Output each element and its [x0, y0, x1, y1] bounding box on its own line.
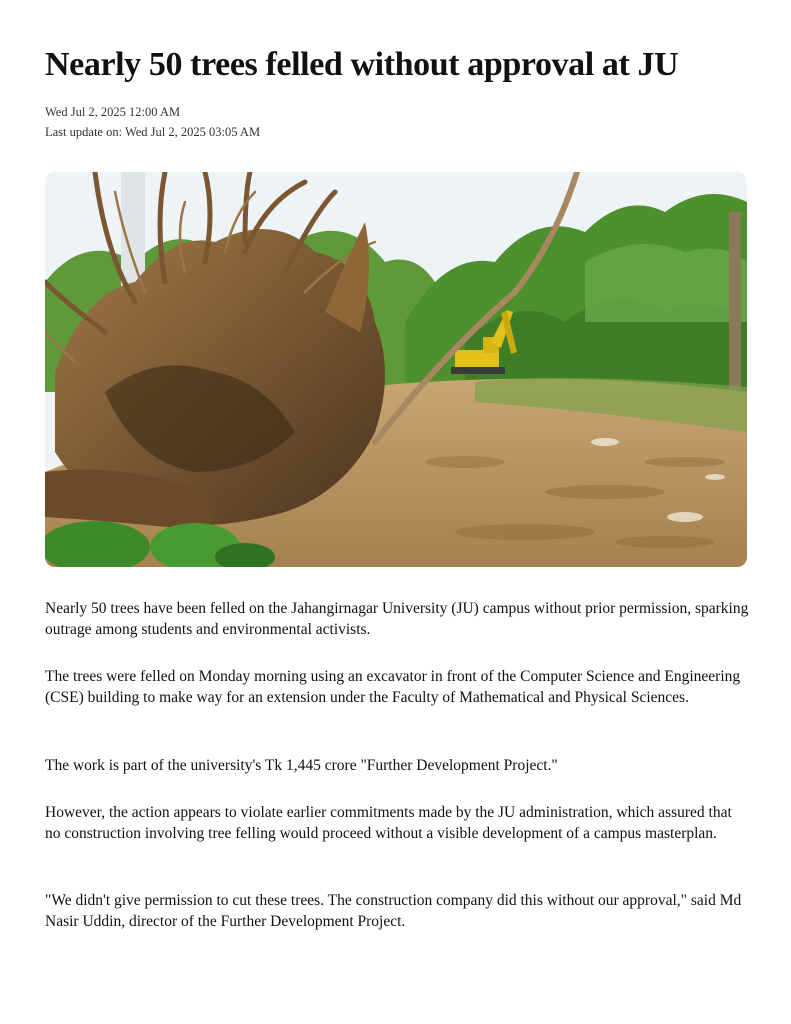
- paragraph: The trees were felled on Monday morning using an excavator in front of the Computer Science and Engineering (CSE) building to make way for an extension under the Faculty of Mathematical and Physical Sciences.: [45, 668, 741, 706]
- paragraph: However, the action appears to violate earlier commitments made by the JU administration, which assured that no construction involving tree felling would proceed without a visible development of a campus masterplan.: [45, 804, 732, 842]
- paragraph: "We didn't give permission to cut these trees. The construction company did this without our approval," said Md Nasir Uddin, director of the Further Development Project.: [45, 892, 742, 930]
- paragraph: The work is part of the university's Tk 1,445 crore "Further Development Project.": [45, 757, 558, 774]
- article-headline: Nearly 50 trees felled without approval at JU: [45, 46, 679, 83]
- publish-date: Wed Jul 2, 2025 12:00 AM: [45, 105, 181, 119]
- paragraph: Nearly 50 trees have been felled on the Jahangirnagar University (JU) campus without prior permission, sparking outrage among students and environmental activists.: [45, 600, 749, 638]
- last-update-date: Last update on: Wed Jul 2, 2025 03:05 AM: [45, 125, 261, 139]
- article-photo: [45, 172, 747, 567]
